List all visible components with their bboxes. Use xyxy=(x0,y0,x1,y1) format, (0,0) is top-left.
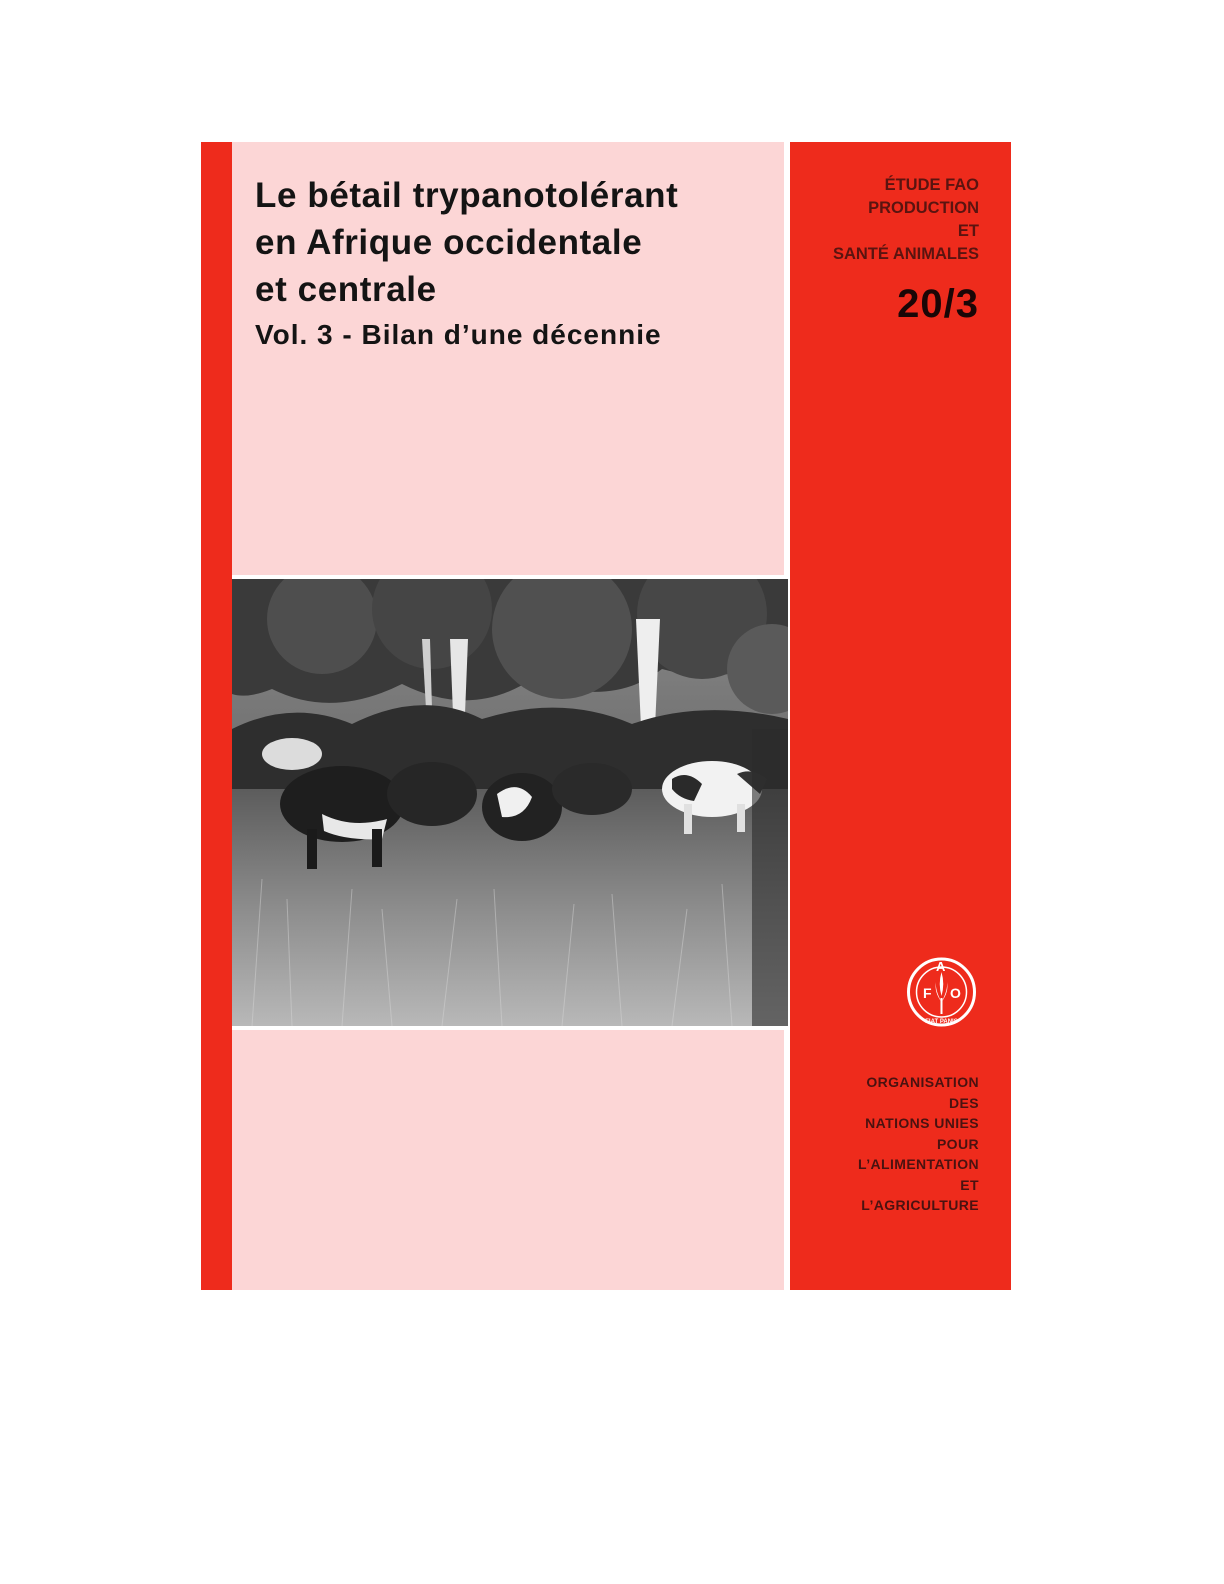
series-line: SANTÉ ANIMALES xyxy=(832,245,979,263)
publisher-line: NATIONS UNIES xyxy=(865,1115,979,1131)
book-cover xyxy=(201,142,1011,1290)
publisher-line: POUR xyxy=(936,1135,979,1152)
series-line: PRODUCTION xyxy=(868,199,979,217)
series-line: ET xyxy=(957,222,979,240)
cattle-photo-icon xyxy=(232,579,788,1026)
logo-letter: A xyxy=(936,959,946,974)
cattle-photo-icon xyxy=(232,579,788,1026)
cover-subtitle: Vol. 3 - Bilan d’une décennie xyxy=(255,319,662,350)
title-line: Le bétail trypanotolérant xyxy=(255,176,679,215)
title-line: en Afrique occidentale xyxy=(255,223,643,262)
logo-letter: O xyxy=(950,985,961,1001)
publisher-name xyxy=(858,1072,979,1216)
publisher-line: DES xyxy=(949,1094,979,1111)
logo-letter: F xyxy=(923,985,932,1001)
issue-number: 20/3 xyxy=(897,282,979,326)
title-line: et centrale xyxy=(255,270,437,309)
series-label xyxy=(833,174,979,266)
publisher-line: ET xyxy=(960,1176,979,1193)
publisher-line: L’ALIMENTATION xyxy=(858,1156,979,1172)
series-line: ÉTUDE FAO xyxy=(884,176,979,194)
fao-logo-icon xyxy=(898,950,985,1034)
publisher-line: L’AGRICULTURE xyxy=(861,1197,979,1213)
fao-logo-icon xyxy=(898,950,985,1034)
publisher-line: ORGANISATION xyxy=(866,1074,979,1090)
cover-title xyxy=(255,172,775,313)
left-red-strip xyxy=(201,142,232,1290)
logo-motto: FIAT PANIS xyxy=(925,1019,958,1025)
bottom-pink-panel xyxy=(232,1030,787,1290)
